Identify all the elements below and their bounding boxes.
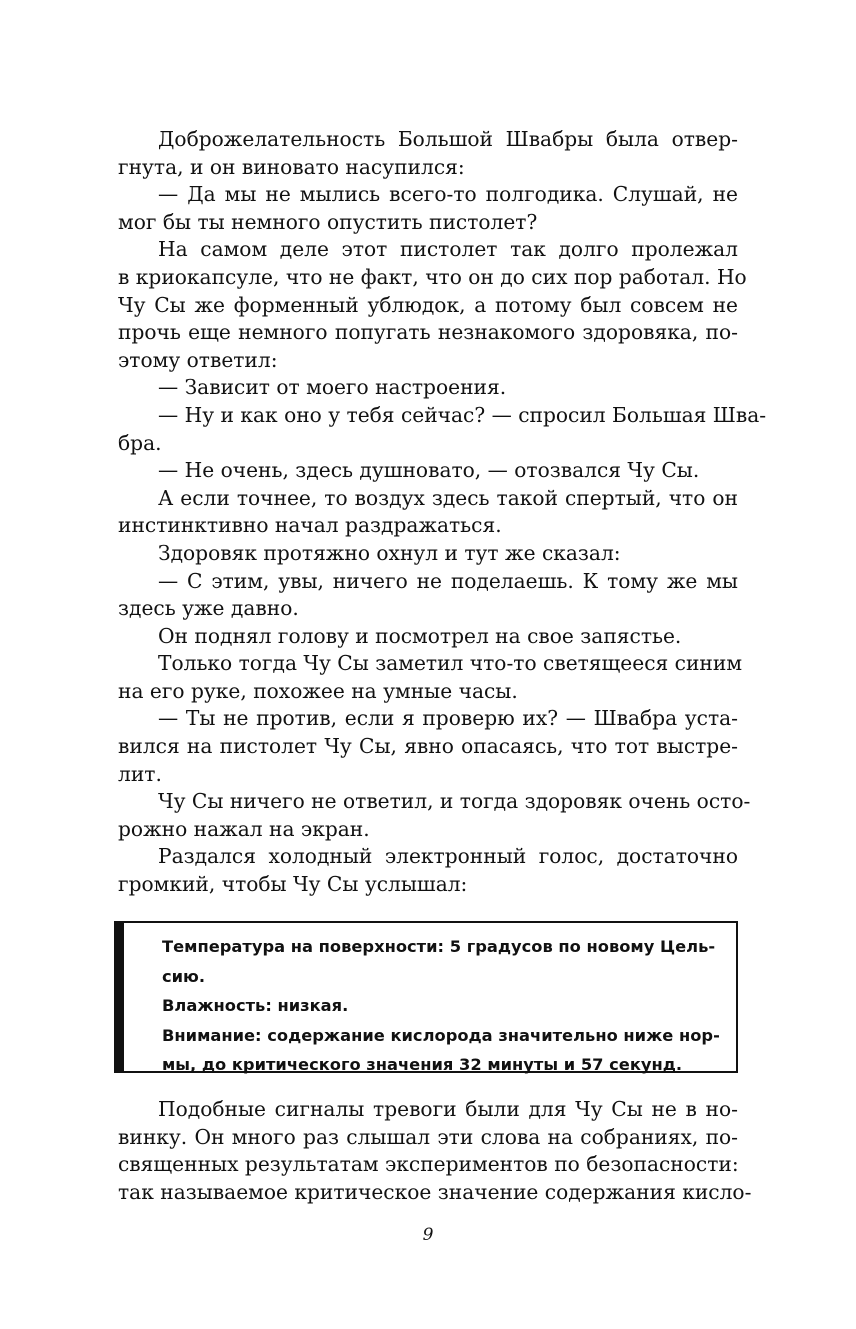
text-line: лит. — [118, 761, 162, 786]
text-line: — С этим, увы, ничего не поделаешь. К тому же мы — [158, 568, 738, 593]
text-line: Влажность: низкая. — [162, 996, 349, 1015]
paragraph — [118, 1096, 752, 1206]
paragraph — [118, 650, 743, 705]
text-line: на его руке, похожее на умные часы. — [118, 678, 518, 703]
text-line: Он поднял голову и посмотрел на свое запястье. — [158, 623, 682, 648]
paragraph — [118, 374, 738, 402]
text-line: Только тогда Чу Сы заметил что-то светящееся синим — [158, 651, 743, 676]
text-line: винку. Он много раз слышал эти слова на собраниях, по- — [118, 1124, 738, 1149]
text-line: инстинктивно начал раздражаться. — [118, 513, 502, 538]
text-line: На самом деле этот пистолет так долго пролежал — [158, 237, 738, 262]
paragraph — [118, 705, 738, 788]
text-line: — Да мы не мылись всего-то полгодика. Слушай, не — [158, 182, 738, 207]
paragraph — [118, 485, 738, 540]
text-line: Чу Сы ничего не ответил, и тогда здоровяк очень осто- — [158, 789, 751, 814]
text-line: гнута, и он виновато насупился: — [118, 154, 465, 179]
paragraph — [118, 788, 751, 843]
text-line: — Не очень, здесь душновато, — отозвался Чу Сы. — [158, 458, 700, 483]
body-text-top — [118, 126, 767, 899]
text-line: рожно нажал на экран. — [118, 816, 370, 841]
text-line: Раздался холодный электронный голос, достаточно — [158, 844, 738, 869]
paragraph — [118, 236, 747, 374]
text-line: — Ну и как оно у тебя сейчас? — спросил Большая Шва- — [158, 402, 767, 427]
text-line: здесь уже давно. — [118, 596, 299, 621]
text-line: в криокапсуле, что не факт, что он до сих пор работал. Но — [118, 264, 747, 289]
paragraph — [118, 181, 738, 236]
text-line: бра. — [118, 430, 162, 455]
page-number: 9 — [422, 1225, 434, 1245]
text-line: священных результатам экспериментов по безопасности: — [118, 1152, 739, 1177]
text-line: вился на пистолет Чу Сы, явно опасаясь, что тот выстре- — [118, 734, 738, 759]
text-line: — Ты не против, если я проверю их? — Швабра уста- — [158, 706, 738, 731]
paragraph — [118, 568, 738, 623]
text-line: Доброжелательность Большой Швабры была отвер- — [158, 127, 738, 151]
text-line: Внимание: содержание кислорода значительно ниже нор- — [162, 1025, 720, 1045]
paragraph — [162, 932, 716, 991]
system-message-box — [114, 921, 738, 1073]
paragraph — [118, 126, 738, 181]
text-line: Чу Сы же форменный ублюдок, а потому был совсем не — [118, 292, 738, 317]
text-line: сию. — [162, 966, 206, 986]
text-line: мог бы ты немного опустить пистолет? — [118, 209, 538, 234]
text-line: Подобные сигналы тревоги были для Чу Сы не в но- — [158, 1097, 738, 1121]
text-line: мы, до критического значения 32 минуты и 57 секунд. — [162, 1055, 683, 1074]
text-line: так называемое критическое значение содержания кисло- — [118, 1179, 752, 1204]
text-line: — Зависит от моего настроения. — [158, 375, 507, 400]
paragraph — [162, 1021, 720, 1080]
paragraph — [118, 540, 738, 568]
text-line: А если точнее, то воздух здесь такой спертый, что он — [158, 485, 738, 510]
body-text-bottom — [118, 1096, 752, 1206]
text-line: громкий, чтобы Чу Сы услышал: — [118, 872, 468, 897]
paragraph — [118, 457, 738, 485]
paragraph — [118, 623, 738, 651]
paragraph — [118, 843, 738, 898]
text-line: этому ответил: — [118, 347, 278, 372]
text-line: Температура на поверхности: 5 градусов по новому Цель- — [162, 937, 716, 956]
paragraph — [118, 402, 767, 457]
text-line: Здоровяк протяжно охнул и тут же сказал: — [158, 540, 621, 565]
text-line: прочь еще немного попугать незнакомого здоровяка, по- — [118, 320, 738, 345]
paragraph — [162, 991, 696, 1021]
